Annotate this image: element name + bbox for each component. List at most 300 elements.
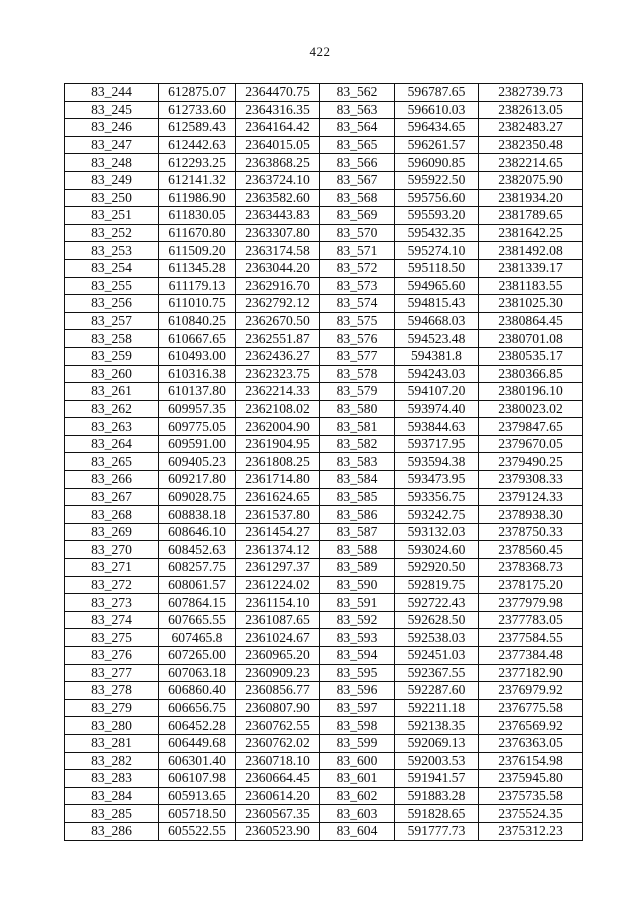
point-id-cell: 83_567 [320,171,395,189]
y-coordinate-cell: 2360567.35 [236,805,320,823]
point-id-cell: 83_600 [320,752,395,770]
point-id-cell: 83_257 [65,312,159,330]
y-coordinate-cell: 2360614.20 [236,787,320,805]
x-coordinate-cell: 593844.63 [395,418,479,436]
point-id-cell: 83_250 [65,189,159,207]
x-coordinate-cell: 592538.03 [395,629,479,647]
y-coordinate-cell: 2363174.58 [236,242,320,260]
point-id-cell: 83_259 [65,347,159,365]
x-coordinate-cell: 594668.03 [395,312,479,330]
point-id-cell: 83_570 [320,224,395,242]
y-coordinate-cell: 2376979.92 [479,682,583,700]
x-coordinate-cell: 612733.60 [159,101,236,119]
point-id-cell: 83_573 [320,277,395,295]
y-coordinate-cell: 2361537.80 [236,506,320,524]
point-id-cell: 83_584 [320,471,395,489]
point-id-cell: 83_276 [65,647,159,665]
point-id-cell: 83_586 [320,506,395,524]
y-coordinate-cell: 2362792.12 [236,295,320,313]
y-coordinate-cell: 2363868.25 [236,154,320,172]
point-id-cell: 83_285 [65,805,159,823]
table-row [65,699,583,717]
y-coordinate-cell: 2362108.02 [236,400,320,418]
point-id-cell: 83_262 [65,400,159,418]
y-coordinate-cell: 2379670.05 [479,435,583,453]
point-id-cell: 83_565 [320,136,395,154]
table-row [65,576,583,594]
table-row [65,189,583,207]
x-coordinate-cell: 595118.50 [395,259,479,277]
table-row [65,101,583,119]
y-coordinate-cell: 2381025.30 [479,295,583,313]
point-id-cell: 83_578 [320,365,395,383]
point-id-cell: 83_596 [320,682,395,700]
point-id-cell: 83_564 [320,119,395,137]
y-coordinate-cell: 2382483.27 [479,119,583,137]
y-coordinate-cell: 2363307.80 [236,224,320,242]
x-coordinate-cell: 608257.75 [159,559,236,577]
y-coordinate-cell: 2378938.30 [479,506,583,524]
y-coordinate-cell: 2381339.17 [479,259,583,277]
y-coordinate-cell: 2360807.90 [236,699,320,717]
y-coordinate-cell: 2379490.25 [479,453,583,471]
table-row [65,207,583,225]
table-row [65,400,583,418]
y-coordinate-cell: 2362214.33 [236,383,320,401]
y-coordinate-cell: 2377384.48 [479,647,583,665]
table-row [65,259,583,277]
point-id-cell: 83_255 [65,277,159,295]
x-coordinate-cell: 611670.80 [159,224,236,242]
point-id-cell: 83_588 [320,541,395,559]
y-coordinate-cell: 2380196.10 [479,383,583,401]
x-coordinate-cell: 612875.07 [159,84,236,102]
x-coordinate-cell: 605718.50 [159,805,236,823]
point-id-cell: 83_598 [320,717,395,735]
x-coordinate-cell: 591828.65 [395,805,479,823]
y-coordinate-cell: 2361454.27 [236,523,320,541]
table-row [65,171,583,189]
page-number: 422 [309,44,331,59]
point-id-cell: 83_246 [65,119,159,137]
y-coordinate-cell: 2362916.70 [236,277,320,295]
table-row [65,717,583,735]
point-id-cell: 83_563 [320,101,395,119]
x-coordinate-cell: 610840.25 [159,312,236,330]
point-id-cell: 83_594 [320,647,395,665]
x-coordinate-cell: 593717.95 [395,435,479,453]
y-coordinate-cell: 2361154.10 [236,594,320,612]
point-id-cell: 83_264 [65,435,159,453]
x-coordinate-cell: 595756.60 [395,189,479,207]
y-coordinate-cell: 2382214.65 [479,154,583,172]
table-row [65,611,583,629]
y-coordinate-cell: 2360762.02 [236,734,320,752]
y-coordinate-cell: 2379124.33 [479,488,583,506]
point-id-cell: 83_575 [320,312,395,330]
x-coordinate-cell: 594815.43 [395,295,479,313]
y-coordinate-cell: 2364316.35 [236,101,320,119]
x-coordinate-cell: 606301.40 [159,752,236,770]
y-coordinate-cell: 2382075.90 [479,171,583,189]
y-coordinate-cell: 2380701.08 [479,330,583,348]
x-coordinate-cell: 606449.68 [159,734,236,752]
point-id-cell: 83_265 [65,453,159,471]
x-coordinate-cell: 593594.38 [395,453,479,471]
point-id-cell: 83_278 [65,682,159,700]
table-row [65,559,583,577]
x-coordinate-cell: 611010.75 [159,295,236,313]
y-coordinate-cell: 2361374.12 [236,541,320,559]
point-id-cell: 83_568 [320,189,395,207]
y-coordinate-cell: 2377979.98 [479,594,583,612]
point-id-cell: 83_569 [320,207,395,225]
y-coordinate-cell: 2361808.25 [236,453,320,471]
x-coordinate-cell: 605522.55 [159,822,236,840]
y-coordinate-cell: 2361714.80 [236,471,320,489]
y-coordinate-cell: 2360856.77 [236,682,320,700]
y-coordinate-cell: 2362004.90 [236,418,320,436]
y-coordinate-cell: 2381183.55 [479,277,583,295]
point-id-cell: 83_263 [65,418,159,436]
table-row [65,594,583,612]
table-row [65,295,583,313]
x-coordinate-cell: 610316.38 [159,365,236,383]
x-coordinate-cell: 595432.35 [395,224,479,242]
point-id-cell: 83_595 [320,664,395,682]
y-coordinate-cell: 2377783.05 [479,611,583,629]
x-coordinate-cell: 593132.03 [395,523,479,541]
table-row [65,805,583,823]
x-coordinate-cell: 592287.60 [395,682,479,700]
point-id-cell: 83_268 [65,506,159,524]
y-coordinate-cell: 2378560.45 [479,541,583,559]
table-row [65,242,583,260]
point-id-cell: 83_253 [65,242,159,260]
y-coordinate-cell: 2361087.65 [236,611,320,629]
x-coordinate-cell: 609217.80 [159,471,236,489]
coordinate-table [64,83,583,841]
point-id-cell: 83_604 [320,822,395,840]
y-coordinate-cell: 2363044.20 [236,259,320,277]
point-id-cell: 83_603 [320,805,395,823]
x-coordinate-cell: 611986.90 [159,189,236,207]
point-id-cell: 83_583 [320,453,395,471]
table-row [65,506,583,524]
point-id-cell: 83_261 [65,383,159,401]
point-id-cell: 83_580 [320,400,395,418]
x-coordinate-cell: 611830.05 [159,207,236,225]
table-row [65,752,583,770]
y-coordinate-cell: 2381789.65 [479,207,583,225]
point-id-cell: 83_599 [320,734,395,752]
point-id-cell: 83_277 [65,664,159,682]
x-coordinate-cell: 596090.85 [395,154,479,172]
table-row [65,224,583,242]
y-coordinate-cell: 2364015.05 [236,136,320,154]
point-id-cell: 83_258 [65,330,159,348]
table-row [65,435,583,453]
x-coordinate-cell: 596261.57 [395,136,479,154]
point-id-cell: 83_589 [320,559,395,577]
table-row [65,664,583,682]
x-coordinate-cell: 592003.53 [395,752,479,770]
x-coordinate-cell: 594381.8 [395,347,479,365]
point-id-cell: 83_579 [320,383,395,401]
x-coordinate-cell: 592819.75 [395,576,479,594]
x-coordinate-cell: 608838.18 [159,506,236,524]
table-row [65,154,583,172]
table-row [65,734,583,752]
y-coordinate-cell: 2378175.20 [479,576,583,594]
y-coordinate-cell: 2364164.42 [236,119,320,137]
x-coordinate-cell: 591777.73 [395,822,479,840]
x-coordinate-cell: 606860.40 [159,682,236,700]
point-id-cell: 83_602 [320,787,395,805]
y-coordinate-cell: 2382613.05 [479,101,583,119]
x-coordinate-cell: 592211.18 [395,699,479,717]
y-coordinate-cell: 2376775.58 [479,699,583,717]
y-coordinate-cell: 2375945.80 [479,770,583,788]
y-coordinate-cell: 2360762.55 [236,717,320,735]
x-coordinate-cell: 591941.57 [395,770,479,788]
point-id-cell: 83_571 [320,242,395,260]
y-coordinate-cell: 2360523.90 [236,822,320,840]
y-coordinate-cell: 2362670.50 [236,312,320,330]
table-row [65,119,583,137]
table-row [65,383,583,401]
table-row [65,682,583,700]
x-coordinate-cell: 610493.00 [159,347,236,365]
y-coordinate-cell: 2378750.33 [479,523,583,541]
x-coordinate-cell: 609028.75 [159,488,236,506]
table-row [65,523,583,541]
table-row [65,787,583,805]
y-coordinate-cell: 2380366.85 [479,365,583,383]
y-coordinate-cell: 2380023.02 [479,400,583,418]
point-id-cell: 83_279 [65,699,159,717]
point-id-cell: 83_283 [65,770,159,788]
x-coordinate-cell: 612589.43 [159,119,236,137]
y-coordinate-cell: 2361024.67 [236,629,320,647]
point-id-cell: 83_274 [65,611,159,629]
table-row [65,84,583,102]
coordinate-table-body [65,84,583,841]
point-id-cell: 83_601 [320,770,395,788]
x-coordinate-cell: 595593.20 [395,207,479,225]
x-coordinate-cell: 594965.60 [395,277,479,295]
y-coordinate-cell: 2375524.35 [479,805,583,823]
table-row [65,629,583,647]
table-row [65,418,583,436]
y-coordinate-cell: 2382350.48 [479,136,583,154]
table-row [65,770,583,788]
y-coordinate-cell: 2363724.10 [236,171,320,189]
x-coordinate-cell: 593242.75 [395,506,479,524]
point-id-cell: 83_284 [65,787,159,805]
y-coordinate-cell: 2360909.23 [236,664,320,682]
table-row [65,822,583,840]
point-id-cell: 83_266 [65,471,159,489]
x-coordinate-cell: 593024.60 [395,541,479,559]
y-coordinate-cell: 2361904.95 [236,435,320,453]
y-coordinate-cell: 2361624.65 [236,488,320,506]
y-coordinate-cell: 2363443.83 [236,207,320,225]
x-coordinate-cell: 609775.05 [159,418,236,436]
x-coordinate-cell: 609591.00 [159,435,236,453]
point-id-cell: 83_270 [65,541,159,559]
table-row [65,453,583,471]
point-id-cell: 83_247 [65,136,159,154]
point-id-cell: 83_267 [65,488,159,506]
point-id-cell: 83_577 [320,347,395,365]
point-id-cell: 83_282 [65,752,159,770]
point-id-cell: 83_252 [65,224,159,242]
point-id-cell: 83_585 [320,488,395,506]
x-coordinate-cell: 596787.65 [395,84,479,102]
point-id-cell: 83_576 [320,330,395,348]
point-id-cell: 83_248 [65,154,159,172]
y-coordinate-cell: 2360664.45 [236,770,320,788]
table-row [65,312,583,330]
x-coordinate-cell: 608452.63 [159,541,236,559]
y-coordinate-cell: 2377182.90 [479,664,583,682]
point-id-cell: 83_249 [65,171,159,189]
y-coordinate-cell: 2362551.87 [236,330,320,348]
x-coordinate-cell: 595922.50 [395,171,479,189]
y-coordinate-cell: 2382739.73 [479,84,583,102]
x-coordinate-cell: 593473.95 [395,471,479,489]
point-id-cell: 83_272 [65,576,159,594]
point-id-cell: 83_566 [320,154,395,172]
table-row [65,541,583,559]
y-coordinate-cell: 2381642.25 [479,224,583,242]
point-id-cell: 83_244 [65,84,159,102]
point-id-cell: 83_245 [65,101,159,119]
x-coordinate-cell: 609957.35 [159,400,236,418]
point-id-cell: 83_593 [320,629,395,647]
x-coordinate-cell: 607465.8 [159,629,236,647]
point-id-cell: 83_562 [320,84,395,102]
y-coordinate-cell: 2361297.37 [236,559,320,577]
x-coordinate-cell: 611509.20 [159,242,236,260]
x-coordinate-cell: 592722.43 [395,594,479,612]
table-row [65,488,583,506]
point-id-cell: 83_280 [65,717,159,735]
y-coordinate-cell: 2376569.92 [479,717,583,735]
x-coordinate-cell: 608646.10 [159,523,236,541]
table-row [65,347,583,365]
y-coordinate-cell: 2361224.02 [236,576,320,594]
y-coordinate-cell: 2380864.45 [479,312,583,330]
x-coordinate-cell: 606452.28 [159,717,236,735]
x-coordinate-cell: 591883.28 [395,787,479,805]
x-coordinate-cell: 592920.50 [395,559,479,577]
point-id-cell: 83_591 [320,594,395,612]
point-id-cell: 83_587 [320,523,395,541]
x-coordinate-cell: 612293.25 [159,154,236,172]
y-coordinate-cell: 2379308.33 [479,471,583,489]
x-coordinate-cell: 592451.03 [395,647,479,665]
x-coordinate-cell: 608061.57 [159,576,236,594]
x-coordinate-cell: 592628.50 [395,611,479,629]
table-row [65,365,583,383]
x-coordinate-cell: 596610.03 [395,101,479,119]
point-id-cell: 83_597 [320,699,395,717]
point-id-cell: 83_592 [320,611,395,629]
x-coordinate-cell: 592138.35 [395,717,479,735]
y-coordinate-cell: 2375312.23 [479,822,583,840]
table-row [65,647,583,665]
x-coordinate-cell: 606656.75 [159,699,236,717]
x-coordinate-cell: 610667.65 [159,330,236,348]
point-id-cell: 83_273 [65,594,159,612]
point-id-cell: 83_581 [320,418,395,436]
point-id-cell: 83_271 [65,559,159,577]
x-coordinate-cell: 592069.13 [395,734,479,752]
point-id-cell: 83_269 [65,523,159,541]
y-coordinate-cell: 2362323.75 [236,365,320,383]
point-id-cell: 83_582 [320,435,395,453]
x-coordinate-cell: 593974.40 [395,400,479,418]
y-coordinate-cell: 2379847.65 [479,418,583,436]
point-id-cell: 83_256 [65,295,159,313]
table-row [65,136,583,154]
x-coordinate-cell: 609405.23 [159,453,236,471]
x-coordinate-cell: 594107.20 [395,383,479,401]
x-coordinate-cell: 607864.15 [159,594,236,612]
point-id-cell: 83_254 [65,259,159,277]
y-coordinate-cell: 2363582.60 [236,189,320,207]
x-coordinate-cell: 595274.10 [395,242,479,260]
point-id-cell: 83_251 [65,207,159,225]
y-coordinate-cell: 2376363.05 [479,734,583,752]
x-coordinate-cell: 594523.48 [395,330,479,348]
y-coordinate-cell: 2360965.20 [236,647,320,665]
x-coordinate-cell: 596434.65 [395,119,479,137]
y-coordinate-cell: 2377584.55 [479,629,583,647]
x-coordinate-cell: 606107.98 [159,770,236,788]
y-coordinate-cell: 2375735.58 [479,787,583,805]
y-coordinate-cell: 2364470.75 [236,84,320,102]
y-coordinate-cell: 2376154.98 [479,752,583,770]
y-coordinate-cell: 2360718.10 [236,752,320,770]
y-coordinate-cell: 2362436.27 [236,347,320,365]
y-coordinate-cell: 2380535.17 [479,347,583,365]
y-coordinate-cell: 2378368.73 [479,559,583,577]
x-coordinate-cell: 611179.13 [159,277,236,295]
y-coordinate-cell: 2381492.08 [479,242,583,260]
x-coordinate-cell: 592367.55 [395,664,479,682]
x-coordinate-cell: 594243.03 [395,365,479,383]
x-coordinate-cell: 607265.00 [159,647,236,665]
table-row [65,330,583,348]
x-coordinate-cell: 593356.75 [395,488,479,506]
point-id-cell: 83_286 [65,822,159,840]
y-coordinate-cell: 2381934.20 [479,189,583,207]
table-row [65,277,583,295]
x-coordinate-cell: 607063.18 [159,664,236,682]
point-id-cell: 83_572 [320,259,395,277]
point-id-cell: 83_275 [65,629,159,647]
x-coordinate-cell: 612141.32 [159,171,236,189]
point-id-cell: 83_574 [320,295,395,313]
point-id-cell: 83_590 [320,576,395,594]
table-row [65,471,583,489]
x-coordinate-cell: 610137.80 [159,383,236,401]
x-coordinate-cell: 611345.28 [159,259,236,277]
x-coordinate-cell: 612442.63 [159,136,236,154]
